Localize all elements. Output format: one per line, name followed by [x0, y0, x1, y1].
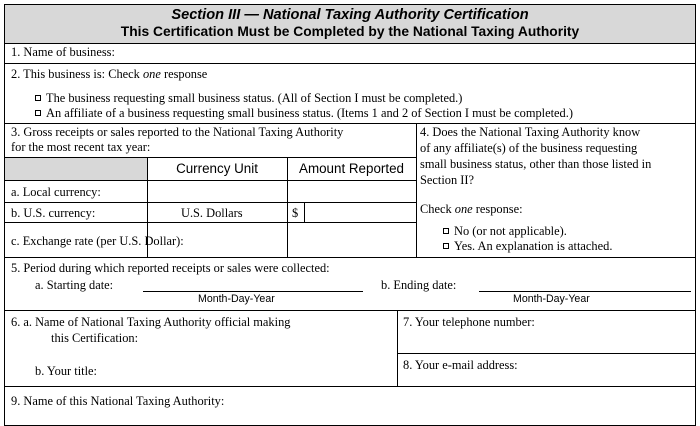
dollar-sign: $: [292, 206, 299, 220]
ending-date-label: b. Ending date:: [381, 278, 457, 292]
business-type-label-text: 2. This business is: Check: [11, 67, 143, 81]
divider: [416, 123, 417, 257]
amount-reported-header: Amount Reported: [299, 161, 404, 176]
telephone-field[interactable]: [398, 311, 695, 353]
telephone-label: 7. Your telephone number:: [403, 315, 535, 329]
business-type-option-requesting[interactable]: [35, 91, 462, 105]
affiliates-check-instruction: [420, 202, 523, 216]
table-header-blank: [5, 158, 147, 180]
affiliates-option-no[interactable]: [443, 224, 567, 238]
official-name-label-line2: this Certification:: [51, 331, 139, 345]
option-label: The business requesting small business status. (All of Section I must be completed.): [46, 91, 463, 105]
check-instruction-emphasis: one: [454, 202, 473, 216]
ending-date-field[interactable]: [479, 276, 691, 292]
email-field[interactable]: [398, 354, 695, 386]
checkbox-icon[interactable]: [35, 95, 41, 101]
check-instruction-text: Check: [420, 202, 455, 216]
option-label: An affiliate of a business requesting small business status. (Items 1 and 2 of Section I must be completed.): [46, 106, 573, 120]
local-currency-label: a. Local currency:: [11, 185, 101, 199]
local-currency-unit-field[interactable]: [148, 181, 287, 202]
official-title-label: b. Your title:: [35, 364, 97, 378]
option-label: Yes. An explanation is attached.: [454, 239, 613, 253]
exchange-rate-label: c. Exchange rate (per U.S. Dollar):: [11, 234, 184, 248]
section-subtitle: This Certification Must be Completed by the National Taxing Authority: [120, 24, 580, 39]
gross-receipts-label-line1: 3. Gross receipts or sales reported to the National Taxing Authority: [11, 125, 344, 139]
affiliates-question-line4: Section II?: [420, 173, 475, 187]
starting-date-format-hint: Month-Day-Year: [198, 293, 275, 305]
option-label: No (or not applicable).: [454, 224, 567, 238]
business-name-label: 1. Name of business:: [11, 45, 115, 59]
divider: [5, 123, 695, 124]
affiliates-question-line1: 4. Does the National Taxing Authority know: [420, 125, 641, 139]
certification-form: [4, 4, 696, 426]
affiliates-question-line3: small business status, other than those listed in: [420, 157, 652, 171]
us-currency-amount-field[interactable]: [305, 203, 416, 222]
section-title: Section III — National Taxing Authority Certification: [171, 7, 529, 23]
divider: [5, 63, 695, 64]
affiliates-option-yes[interactable]: [443, 239, 612, 253]
email-label: 8. Your e-mail address:: [403, 358, 518, 372]
business-type-label-suffix: response: [160, 67, 208, 81]
business-type-label: [11, 67, 207, 81]
exchange-rate-amount-field[interactable]: [288, 223, 416, 257]
business-name-field[interactable]: [145, 44, 693, 62]
currency-unit-header: Currency Unit: [176, 161, 258, 176]
divider: [5, 386, 695, 387]
check-instruction-suffix: response:: [472, 202, 523, 216]
section-header: [5, 5, 695, 44]
affiliates-question-line2: of any affiliate(s) of the business requesting: [420, 141, 638, 155]
official-title-field[interactable]: [125, 357, 395, 383]
business-type-option-affiliate[interactable]: [35, 106, 573, 120]
official-name-label-line1: 6. a. Name of National Taxing Authority official making: [11, 315, 291, 329]
divider: [5, 257, 695, 258]
ending-date-format-hint: Month-Day-Year: [513, 293, 590, 305]
checkbox-icon[interactable]: [443, 243, 449, 249]
official-name-field[interactable]: [9, 313, 395, 349]
exchange-rate-unit-field[interactable]: [148, 223, 287, 257]
gross-receipts-label-line2: for the most recent tax year:: [11, 140, 151, 154]
collection-period-label: 5. Period during which reported receipts or sales were collected:: [11, 261, 330, 275]
us-currency-label: b. U.S. currency:: [11, 206, 96, 220]
taxing-authority-name-label: 9. Name of this National Taxing Authority:: [11, 394, 225, 408]
local-currency-amount-field[interactable]: [288, 181, 416, 202]
checkbox-icon[interactable]: [443, 228, 449, 234]
taxing-authority-name-field[interactable]: [9, 388, 693, 424]
us-currency-unit-value: U.S. Dollars: [181, 206, 243, 220]
starting-date-field[interactable]: [143, 276, 363, 292]
starting-date-label: a. Starting date:: [35, 278, 114, 292]
checkbox-icon[interactable]: [35, 110, 41, 116]
business-type-label-emphasis: one: [142, 67, 161, 81]
